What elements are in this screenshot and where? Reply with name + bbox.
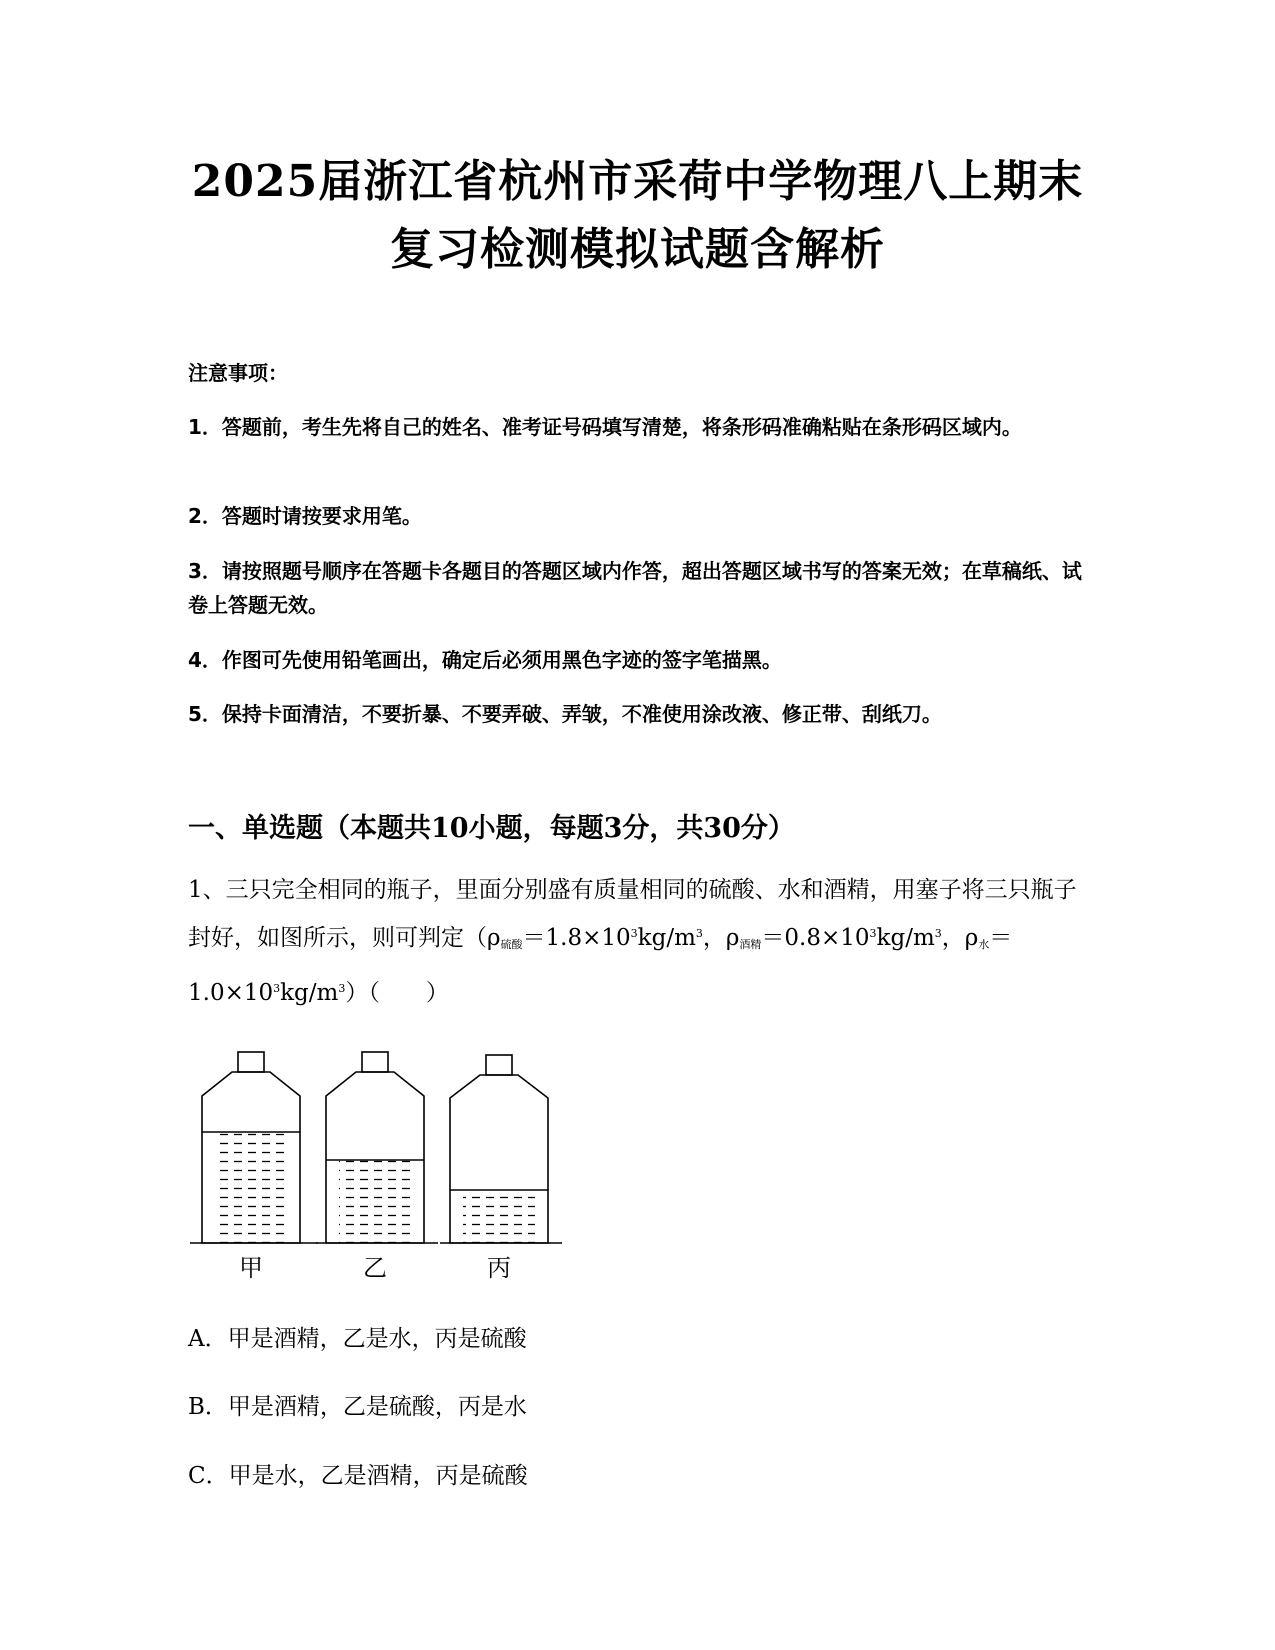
notice-item-4: 4．作图可先使用铅笔画出，确定后必须用黑色字迹的签字笔描黑。 <box>188 648 782 672</box>
bottle-yi <box>316 1052 438 1243</box>
rho-symbol: ρ <box>725 925 740 951</box>
bottle-bing <box>440 1055 562 1243</box>
bottle-jia <box>190 1052 318 1243</box>
unit: kg/m <box>637 925 696 951</box>
unit: kg/m <box>280 980 339 1006</box>
rho-symbol: ρ <box>487 925 501 951</box>
unit: kg/m <box>876 925 935 951</box>
notice-item-5: 5．保持卡面清洁，不要折暴、不要弄破、弄皱，不准使用涂改液、修正带、刮纸刀。 <box>188 702 942 726</box>
question-1-stem: 1、三只完全相同的瓶子，里面分别盛有质量相同的硫酸、水和酒精，用塞子将三只瓶子封好，如图所示，则可判定（ <box>188 877 1077 951</box>
bottles-figure <box>190 1040 570 1290</box>
density-sulfuric: ＝1.8×10 <box>522 925 631 951</box>
document-title-line1: 2025届浙江省杭州市采荷中学物理八上期末 <box>191 156 1084 207</box>
unit-exponent: 3 <box>934 927 942 940</box>
exponent: 3 <box>273 982 281 995</box>
subscript-sulfuric: 硫酸 <box>500 938 523 951</box>
unit-exponent: 3 <box>338 982 346 995</box>
subscript-water: 水 <box>978 938 990 951</box>
notice-heading: 注意事项： <box>188 361 288 385</box>
question-1 <box>188 868 1078 1015</box>
unit-exponent: 3 <box>695 927 703 940</box>
label-bing: 丙 <box>487 1254 511 1282</box>
notice-item-2: 2．答题时请按要求用笔。 <box>188 504 422 528</box>
label-jia: 甲 <box>239 1254 263 1282</box>
question-1-close: ）（ ） <box>345 980 449 1006</box>
separator: ， <box>941 925 965 951</box>
exponent: 3 <box>630 927 638 940</box>
option-a: A．甲是酒精，乙是水，丙是硫酸 <box>188 1326 527 1352</box>
exponent: 3 <box>869 927 877 940</box>
notice-item-3: 3．请按照题号顺序在答题卡各题目的答题区域内作答，超出答题区域书写的答案无效；在草稿纸、试卷上答题无效。 <box>188 559 1082 617</box>
section-heading: 一、单选题（本题共10小题，每题3分，共30分） <box>188 813 795 844</box>
subscript-alcohol: 酒精 <box>739 938 762 951</box>
option-c: C．甲是水，乙是酒精，丙是硫酸 <box>188 1463 528 1489</box>
separator: ， <box>702 925 726 951</box>
notice-item-1: 1．答题前，考生先将自己的姓名、准考证号码填写清楚，将条形码准确粘贴在条形码区域内。 <box>188 415 1022 439</box>
document-title-line2: 复习检测模拟试题含解析 <box>390 224 885 275</box>
rho-symbol: ρ <box>964 925 979 951</box>
option-b: B．甲是酒精，乙是硫酸，丙是水 <box>188 1394 527 1420</box>
density-water: ＝1.0×10 <box>188 925 1013 1006</box>
label-yi: 乙 <box>363 1254 387 1282</box>
density-alcohol: ＝0.8×10 <box>761 925 870 951</box>
